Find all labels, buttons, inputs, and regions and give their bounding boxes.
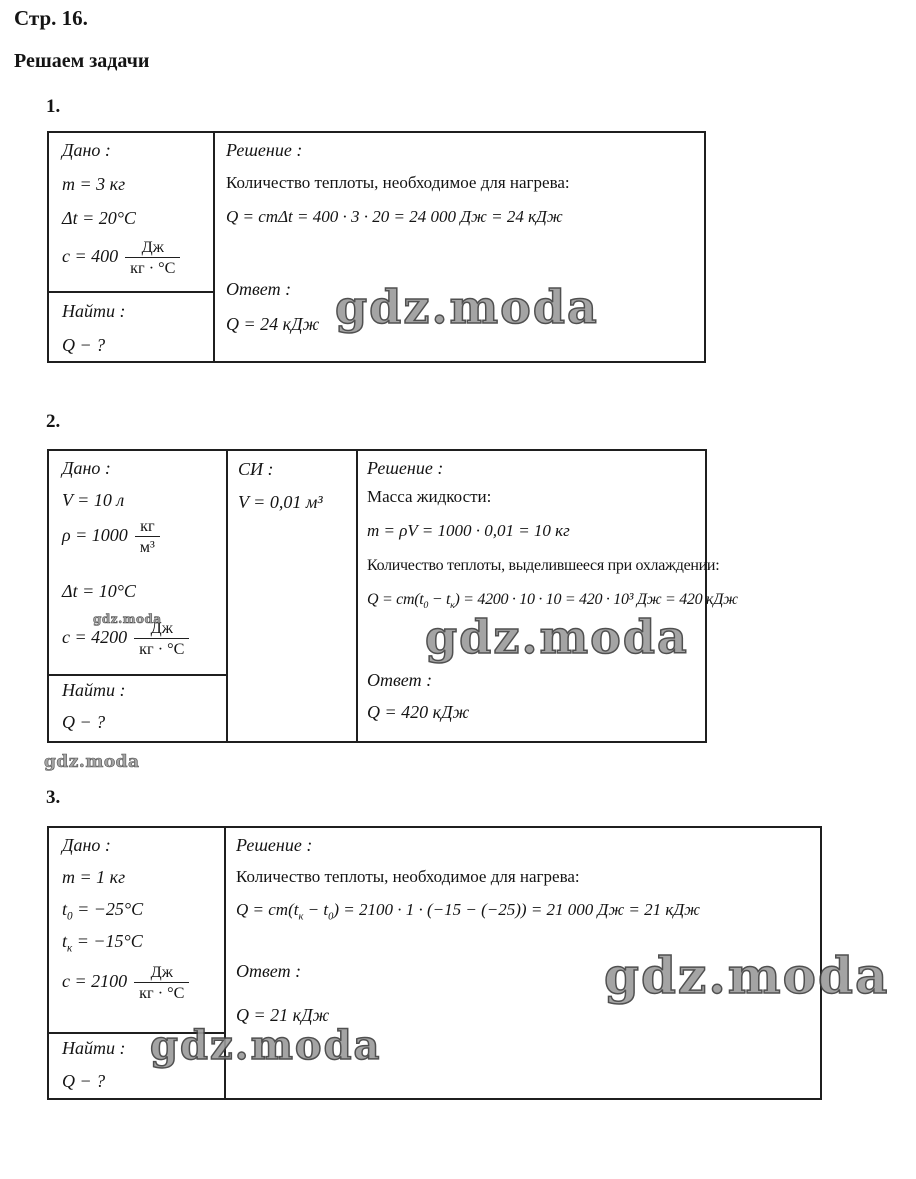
formula-subscript: к (67, 942, 73, 955)
find-value: Q − ? (62, 335, 106, 355)
watermark: gdz.moda (604, 946, 890, 1005)
given-line-tk (62, 931, 143, 955)
find-label: Найти : (62, 680, 126, 700)
page-title: Стр. 16. (14, 6, 88, 30)
answer-label: Ответ : (236, 961, 302, 981)
formula-subscript: 0 (423, 600, 429, 612)
c-value: c = 2100 (62, 970, 128, 991)
formula-part: ) = 2100 · 1 · (−15 − (−25)) = 21 000 Дж = 21 кДж (333, 900, 700, 919)
given-line-delta-t: Δt = 10°С (62, 581, 136, 601)
given-label: Дано : (62, 835, 111, 855)
problem-2-number: 2. (46, 411, 61, 432)
given-line-mass: m = 3 кг (62, 174, 126, 194)
formula-part: − t (303, 900, 329, 919)
solution-formula (236, 900, 700, 923)
watermark: gdz.moda (335, 280, 599, 334)
solution-label: Решение : (226, 140, 303, 160)
formula-subscript: к (450, 600, 455, 612)
rho-value: ρ = 1000 (62, 524, 128, 545)
given-find-divider (49, 674, 226, 676)
unit-fraction (134, 963, 189, 1002)
fraction-denominator: кг · °С (139, 984, 185, 1003)
watermark: gdz.moda (44, 752, 140, 772)
find-label: Найти : (62, 301, 126, 321)
solution-formula-heat (367, 591, 738, 612)
solution-text: Количество теплоты, необходимое для нагрева: (236, 867, 580, 886)
column-divider (213, 132, 215, 362)
unit-fraction (135, 517, 160, 556)
given-line-density (62, 517, 160, 556)
c-value: c = 4200 (62, 626, 128, 647)
answer-value: Q = 21 кДж (236, 1005, 330, 1025)
given-find-divider (49, 291, 213, 293)
formula-part: t (62, 931, 68, 951)
unit-fraction (125, 238, 180, 277)
solution-text: Масса жидкости: (367, 487, 492, 506)
formula-part: Q = cm(t (236, 900, 299, 919)
watermark: gdz.moda (93, 612, 162, 626)
given-line-heat-capacity (62, 238, 180, 277)
fraction-numerator: кг (135, 517, 160, 537)
answer-label: Ответ : (367, 670, 433, 690)
formula-part: ) = 4200 · 10 · 10 = 420 · 10³ Дж = 420 кДж (454, 591, 738, 608)
formula-part: = −25°С (72, 899, 144, 919)
fraction-denominator: м³ (139, 538, 155, 557)
given-label: Дано : (62, 458, 111, 478)
solution-formula-mass: m = ρV = 1000 · 0,01 = 10 кг (367, 521, 570, 540)
formula-subscript: к (298, 911, 304, 923)
column-divider (226, 450, 228, 742)
fraction-numerator: Дж (125, 238, 180, 258)
answer-label: Ответ : (226, 279, 292, 299)
solution-text: Количество теплоты, необходимое для нагрева: (226, 173, 570, 192)
problem-2-table (47, 449, 738, 743)
problem-3-number: 3. (46, 787, 61, 808)
section-title: Решаем задачи (14, 50, 150, 72)
given-line-volume: V = 10 л (62, 490, 125, 510)
formula-subscript: 0 (328, 911, 334, 923)
problem-1-number: 1. (46, 96, 61, 117)
given-line-t0 (62, 899, 144, 923)
c-value: c = 400 (62, 245, 119, 266)
formula-part: = −15°С (72, 931, 143, 951)
formula-part: t (62, 899, 68, 919)
fraction-numerator: Дж (134, 963, 189, 983)
watermark: gdz.moda (150, 1022, 382, 1069)
find-value: Q − ? (62, 1071, 106, 1091)
given-line-heat-capacity (62, 963, 189, 1002)
watermark: gdz.moda (425, 610, 689, 664)
fraction-denominator: кг · °С (130, 259, 176, 278)
answer-value: Q = 24 кДж (226, 314, 320, 334)
given-line-delta-t: Δt = 20°С (62, 208, 136, 228)
si-label: СИ : (238, 459, 274, 479)
answer-value: Q = 420 кДж (367, 702, 470, 722)
fraction-denominator: кг · °С (139, 640, 185, 659)
find-label: Найти : (62, 1038, 126, 1058)
formula-subscript: 0 (67, 910, 73, 923)
solution-label: Решение : (367, 458, 444, 478)
solution-formula: Q = cmΔt = 400 · 3 · 20 = 24 000 Дж = 24 кДж (226, 207, 563, 226)
formula-part: Q = cm(t (367, 591, 424, 608)
find-value: Q − ? (62, 712, 106, 732)
si-value: V = 0,01 м³ (238, 492, 323, 512)
given-line-mass: m = 1 кг (62, 867, 126, 887)
fraction-numerator: Дж (134, 619, 189, 639)
given-label: Дано : (62, 140, 111, 160)
column-divider (356, 450, 358, 742)
solution-text: Количество теплоты, выделившееся при охлаждении: (367, 557, 720, 574)
formula-part: − t (428, 591, 451, 608)
solution-label: Решение : (236, 835, 313, 855)
